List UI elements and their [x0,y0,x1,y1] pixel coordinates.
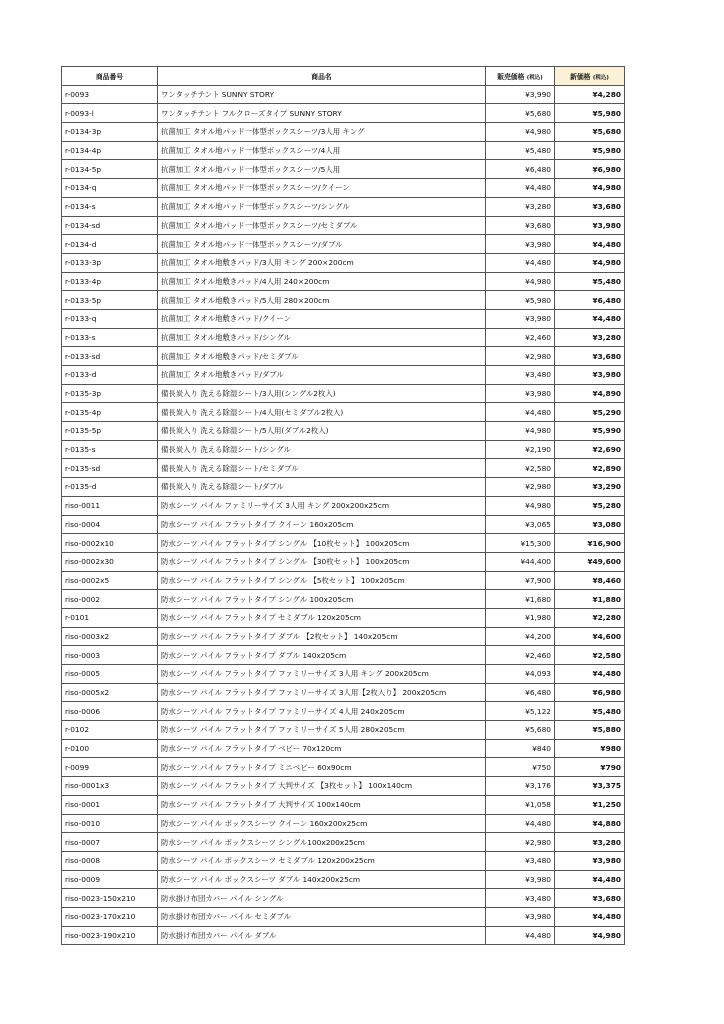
price-cell: ¥2,460 [486,328,555,347]
new-price-cell: ¥1,880 [555,590,625,609]
table-row [62,85,625,104]
product-name-cell: 抗菌加工 タオル地敷きパッド/シングル [158,328,486,347]
product-code-cell: r-0134-q [62,179,158,198]
price-cell: ¥4,480 [486,253,555,272]
price-cell: ¥1,980 [486,608,555,627]
new-price-cell: ¥5,980 [555,141,625,160]
product-name-cell: 備長炭入り 洗える除湿シート/セミダブル [158,459,486,478]
table-row [62,721,625,740]
product-code-cell: r-0134-5p [62,160,158,179]
product-name-cell: 備長炭入り 洗える除湿シート/ダブル [158,478,486,497]
table-row [62,496,625,515]
price-cell: ¥750 [486,758,555,777]
price-cell: ¥3,176 [486,777,555,796]
price-cell: ¥3,980 [486,907,555,926]
table-row [62,627,625,646]
product-name-cell: 抗菌加工 タオル地敷きパッド/5人用 280×200cm [158,291,486,310]
product-name-cell: 防水シーツ パイル フラットタイプ ファミリーサイズ 3人用 キング 200x205cm [158,665,486,684]
new-price-cell: ¥4,480 [555,907,625,926]
table-row [62,384,625,403]
new-price-cell: ¥4,280 [555,85,625,104]
product-code-cell: riso-0023-190x210 [62,926,158,945]
new-price-cell: ¥5,480 [555,272,625,291]
product-code-cell: r-0133-sd [62,347,158,366]
product-name-cell: 防水シーツ パイル フラットタイプ ダブル 140x205cm [158,646,486,665]
table-row [62,235,625,254]
new-price-cell: ¥4,480 [555,309,625,328]
product-name-cell: 防水シーツ パイル フラットタイプ ファミリーサイズ 4人用 240x205cm [158,702,486,721]
price-cell: ¥7,900 [486,571,555,590]
price-cell: ¥4,480 [486,926,555,945]
product-name-cell: 防水シーツ パイル ボックスシーツ クイーン 160x200x25cm [158,814,486,833]
price-cell: ¥3,065 [486,515,555,534]
table-row [62,608,625,627]
new-price-cell: ¥3,680 [555,889,625,908]
price-cell: ¥3,480 [486,851,555,870]
product-code-cell: r-0100 [62,739,158,758]
table-row [62,309,625,328]
new-price-cell: ¥5,880 [555,721,625,740]
table-row [62,104,625,123]
table-row [62,328,625,347]
product-name-cell: 抗菌加工 タオル地敷きパッド/セミダブル [158,347,486,366]
product-code-cell: r-0134-3p [62,123,158,142]
new-price-cell: ¥6,980 [555,160,625,179]
new-price-cell: ¥3,280 [555,833,625,852]
price-cell: ¥4,480 [486,179,555,198]
product-name-cell: 抗菌加工 タオル地敷きパッド/4人用 240×200cm [158,272,486,291]
new-price-cell: ¥6,980 [555,683,625,702]
product-name-cell: 防水シーツ パイル フラットタイプ 大判サイズ 100x140cm [158,795,486,814]
price-cell: ¥3,980 [486,309,555,328]
price-cell: ¥44,400 [486,552,555,571]
product-name-cell: ワンタッチテント フルクローズタイプ SUNNY STORY [158,104,486,123]
new-price-cell: ¥16,900 [555,534,625,553]
table-row [62,515,625,534]
table-row [62,926,625,945]
product-code-cell: r-0135-3p [62,384,158,403]
product-code-cell: r-0099 [62,758,158,777]
table-row [62,141,625,160]
price-cell: ¥4,980 [486,422,555,441]
product-name-cell: 防水シーツ パイル フラットタイプ ベビー 70x120cm [158,739,486,758]
product-name-cell: 抗菌加工 タオル地パッド一体型ボックスシーツ/クイーン [158,179,486,198]
new-price-cell: ¥6,480 [555,291,625,310]
product-name-cell: 防水シーツ パイル フラットタイプ シングル 【5枚セット】 100x205cm [158,571,486,590]
product-code-cell: r-0135-5p [62,422,158,441]
product-name-cell: 抗菌加工 タオル地敷きパッド/3人用 キング 200×200cm [158,253,486,272]
table-row [62,889,625,908]
price-cell: ¥6,480 [486,683,555,702]
product-code-cell: riso-0010 [62,814,158,833]
new-price-cell: ¥2,890 [555,459,625,478]
product-code-cell: riso-0002x10 [62,534,158,553]
product-code-cell: riso-0002x30 [62,552,158,571]
product-code-cell: riso-0007 [62,833,158,852]
price-cell: ¥5,122 [486,702,555,721]
table-row [62,665,625,684]
new-price-cell: ¥2,280 [555,608,625,627]
header-code: 商品番号 [62,67,158,86]
table-row [62,291,625,310]
product-name-cell: 抗菌加工 タオル地パッド一体型ボックスシーツ/シングル [158,197,486,216]
product-code-cell: riso-0002 [62,590,158,609]
product-code-cell: r-0133-4p [62,272,158,291]
new-price-cell: ¥4,980 [555,926,625,945]
table-row [62,366,625,385]
product-name-cell: 防水掛け布団カバー パイル ダブル [158,926,486,945]
product-code-cell: r-0135-4p [62,403,158,422]
price-cell: ¥4,480 [486,403,555,422]
product-name-cell: 防水シーツ パイル フラットタイプ シングル 100x205cm [158,590,486,609]
new-price-cell: ¥4,880 [555,814,625,833]
product-name-cell: 備長炭入り 洗える除湿シート/4人用(セミダブル2枚入) [158,403,486,422]
price-cell: ¥4,200 [486,627,555,646]
product-name-cell: 防水シーツ パイル フラットタイプ クイーン 160x205cm [158,515,486,534]
product-code-cell: r-0133-5p [62,291,158,310]
product-name-cell: 防水シーツ パイル フラットタイプ セミダブル 120x205cm [158,608,486,627]
product-code-cell: r-0134-4p [62,141,158,160]
table-row [62,216,625,235]
price-cell: ¥4,480 [486,814,555,833]
table-row [62,571,625,590]
price-cell: ¥2,460 [486,646,555,665]
table-row [62,590,625,609]
product-name-cell: 防水シーツ パイル フラットタイプ 大判サイズ 【3枚セット】 100x140cm [158,777,486,796]
product-code-cell: r-0134-s [62,197,158,216]
product-code-cell: riso-0001x3 [62,777,158,796]
product-code-cell: riso-0005x2 [62,683,158,702]
product-code-cell: riso-0011 [62,496,158,515]
product-code-cell: r-0101 [62,608,158,627]
new-price-cell: ¥4,980 [555,179,625,198]
table-row [62,646,625,665]
table-row [62,683,625,702]
table-row [62,253,625,272]
new-price-cell: ¥3,280 [555,328,625,347]
product-name-cell: 抗菌加工 タオル地パッド一体型ボックスシーツ/4人用 [158,141,486,160]
new-price-cell: ¥5,280 [555,496,625,515]
product-name-cell: 抗菌加工 タオル地パッド一体型ボックスシーツ/5人用 [158,160,486,179]
product-code-cell: riso-0003 [62,646,158,665]
new-price-cell: ¥5,680 [555,123,625,142]
table-row [62,347,625,366]
product-code-cell: riso-0002x5 [62,571,158,590]
product-name-cell: 防水シーツ パイル ファミリーサイズ 3人用 キング 200x200x25cm [158,496,486,515]
table-row [62,440,625,459]
table-row [62,777,625,796]
header-price: 販売価格 (税込) [486,67,555,86]
product-code-cell: riso-0009 [62,870,158,889]
table-row [62,478,625,497]
price-cell: ¥4,980 [486,496,555,515]
new-price-cell: ¥4,480 [555,235,625,254]
price-list-table [61,66,625,945]
new-price-cell: ¥3,080 [555,515,625,534]
product-name-cell: 防水掛け布団カバー パイル シングル [158,889,486,908]
product-code-cell: r-0133-d [62,366,158,385]
table-row [62,870,625,889]
product-code-cell: riso-0005 [62,665,158,684]
table-row [62,160,625,179]
product-name-cell: 防水シーツ パイル ボックスシーツ セミダブル 120x200x25cm [158,851,486,870]
price-cell: ¥1,680 [486,590,555,609]
new-price-cell: ¥4,980 [555,253,625,272]
table-row [62,534,625,553]
product-code-cell: riso-0023-170x210 [62,907,158,926]
header-new-price-note: (税込) [592,74,609,81]
price-cell: ¥2,580 [486,459,555,478]
table-row [62,197,625,216]
product-name-cell: 抗菌加工 タオル地パッド一体型ボックスシーツ/セミダブル [158,216,486,235]
price-cell: ¥3,980 [486,870,555,889]
new-price-cell: ¥8,460 [555,571,625,590]
table-row [62,552,625,571]
table-row [62,123,625,142]
new-price-cell: ¥5,290 [555,403,625,422]
product-name-cell: 備長炭入り 洗える除湿シート/3人用(シングル2枚入) [158,384,486,403]
new-price-cell: ¥1,250 [555,795,625,814]
table-row [62,179,625,198]
product-code-cell: r-0102 [62,721,158,740]
price-cell: ¥3,990 [486,85,555,104]
price-cell: ¥15,300 [486,534,555,553]
new-price-cell: ¥3,680 [555,197,625,216]
product-name-cell: 抗菌加工 タオル地敷きパッド/クイーン [158,309,486,328]
new-price-cell: ¥5,980 [555,104,625,123]
product-name-cell: 抗菌加工 タオル地パッド一体型ボックスシーツ/3人用 キング [158,123,486,142]
price-cell: ¥840 [486,739,555,758]
new-price-cell: ¥49,600 [555,552,625,571]
product-code-cell: r-0093 [62,85,158,104]
table-body [62,85,625,945]
price-cell: ¥2,190 [486,440,555,459]
header-new-price: 新価格 (税込) [555,67,625,86]
price-cell: ¥2,980 [486,478,555,497]
new-price-cell: ¥3,290 [555,478,625,497]
table-header-row [62,67,625,86]
product-name-cell: ワンタッチテント SUNNY STORY [158,85,486,104]
product-name-cell: 備長炭入り 洗える除湿シート/5人用(ダブル2枚入) [158,422,486,441]
product-code-cell: riso-0008 [62,851,158,870]
new-price-cell: ¥3,980 [555,366,625,385]
product-code-cell: r-0135-d [62,478,158,497]
table-row [62,814,625,833]
product-name-cell: 防水シーツ パイル フラットタイプ ファミリーサイズ 5人用 280x205cm [158,721,486,740]
product-code-cell: r-0134-sd [62,216,158,235]
table-row [62,459,625,478]
product-name-cell: 防水シーツ パイル ボックスシーツ ダブル 140x200x25cm [158,870,486,889]
price-cell: ¥2,980 [486,833,555,852]
new-price-cell: ¥4,890 [555,384,625,403]
product-name-cell: 防水掛け布団カバー パイル セミダブル [158,907,486,926]
new-price-cell: ¥4,600 [555,627,625,646]
price-cell: ¥4,093 [486,665,555,684]
product-code-cell: r-0135-sd [62,459,158,478]
new-price-cell: ¥980 [555,739,625,758]
new-price-cell: ¥2,690 [555,440,625,459]
product-code-cell: riso-0001 [62,795,158,814]
new-price-cell: ¥5,990 [555,422,625,441]
product-code-cell: r-0093-l [62,104,158,123]
product-code-cell: riso-0004 [62,515,158,534]
product-code-cell: riso-0003x2 [62,627,158,646]
product-code-cell: riso-0006 [62,702,158,721]
new-price-cell: ¥4,480 [555,665,625,684]
price-cell: ¥3,280 [486,197,555,216]
price-cell: ¥5,680 [486,721,555,740]
table-row [62,851,625,870]
table-row [62,795,625,814]
product-code-cell: r-0134-d [62,235,158,254]
table-row [62,833,625,852]
price-cell: ¥1,058 [486,795,555,814]
new-price-cell: ¥2,580 [555,646,625,665]
price-cell: ¥5,980 [486,291,555,310]
table-row [62,907,625,926]
price-cell: ¥3,980 [486,235,555,254]
table-row [62,739,625,758]
table-row [62,272,625,291]
table-row [62,422,625,441]
table-row [62,403,625,422]
product-code-cell: r-0135-s [62,440,158,459]
price-cell: ¥2,980 [486,347,555,366]
price-cell: ¥4,980 [486,123,555,142]
product-code-cell: r-0133-3p [62,253,158,272]
product-name-cell: 抗菌加工 タオル地パッド一体型ボックスシーツ/ダブル [158,235,486,254]
new-price-cell: ¥3,980 [555,851,625,870]
price-cell: ¥3,480 [486,889,555,908]
price-cell: ¥5,480 [486,141,555,160]
product-name-cell: 防水シーツ パイル フラットタイプ ファミリーサイズ 3人用【2枚入り】 200x205cm [158,683,486,702]
new-price-cell: ¥790 [555,758,625,777]
price-cell: ¥4,980 [486,272,555,291]
price-cell: ¥6,480 [486,160,555,179]
new-price-cell: ¥3,375 [555,777,625,796]
header-price-note: (税込) [526,74,543,81]
price-cell: ¥3,980 [486,384,555,403]
product-name-cell: 防水シーツ パイル フラットタイプ ミニベビー 60x90cm [158,758,486,777]
new-price-cell: ¥3,680 [555,347,625,366]
new-price-cell: ¥4,480 [555,870,625,889]
product-name-cell: 防水シーツ パイル フラットタイプ ダブル 【2枚セット】 140x205cm [158,627,486,646]
product-name-cell: 備長炭入り 洗える除湿シート/シングル [158,440,486,459]
product-name-cell: 防水シーツ パイル フラットタイプ シングル 【10枚セット】 100x205cm [158,534,486,553]
product-code-cell: r-0133-s [62,328,158,347]
product-name-cell: 防水シーツ パイル ボックスシーツ シングル100x200x25cm [158,833,486,852]
table-row [62,702,625,721]
product-code-cell: riso-0023-150x210 [62,889,158,908]
product-code-cell: r-0133-q [62,309,158,328]
price-cell: ¥3,680 [486,216,555,235]
table-row [62,758,625,777]
price-cell: ¥5,680 [486,104,555,123]
product-name-cell: 防水シーツ パイル フラットタイプ シングル 【30枚セット】 100x205cm [158,552,486,571]
header-name: 商品名 [158,67,486,86]
new-price-cell: ¥5,480 [555,702,625,721]
new-price-cell: ¥3,980 [555,216,625,235]
price-cell: ¥3,480 [486,366,555,385]
product-name-cell: 抗菌加工 タオル地敷きパッド/ダブル [158,366,486,385]
